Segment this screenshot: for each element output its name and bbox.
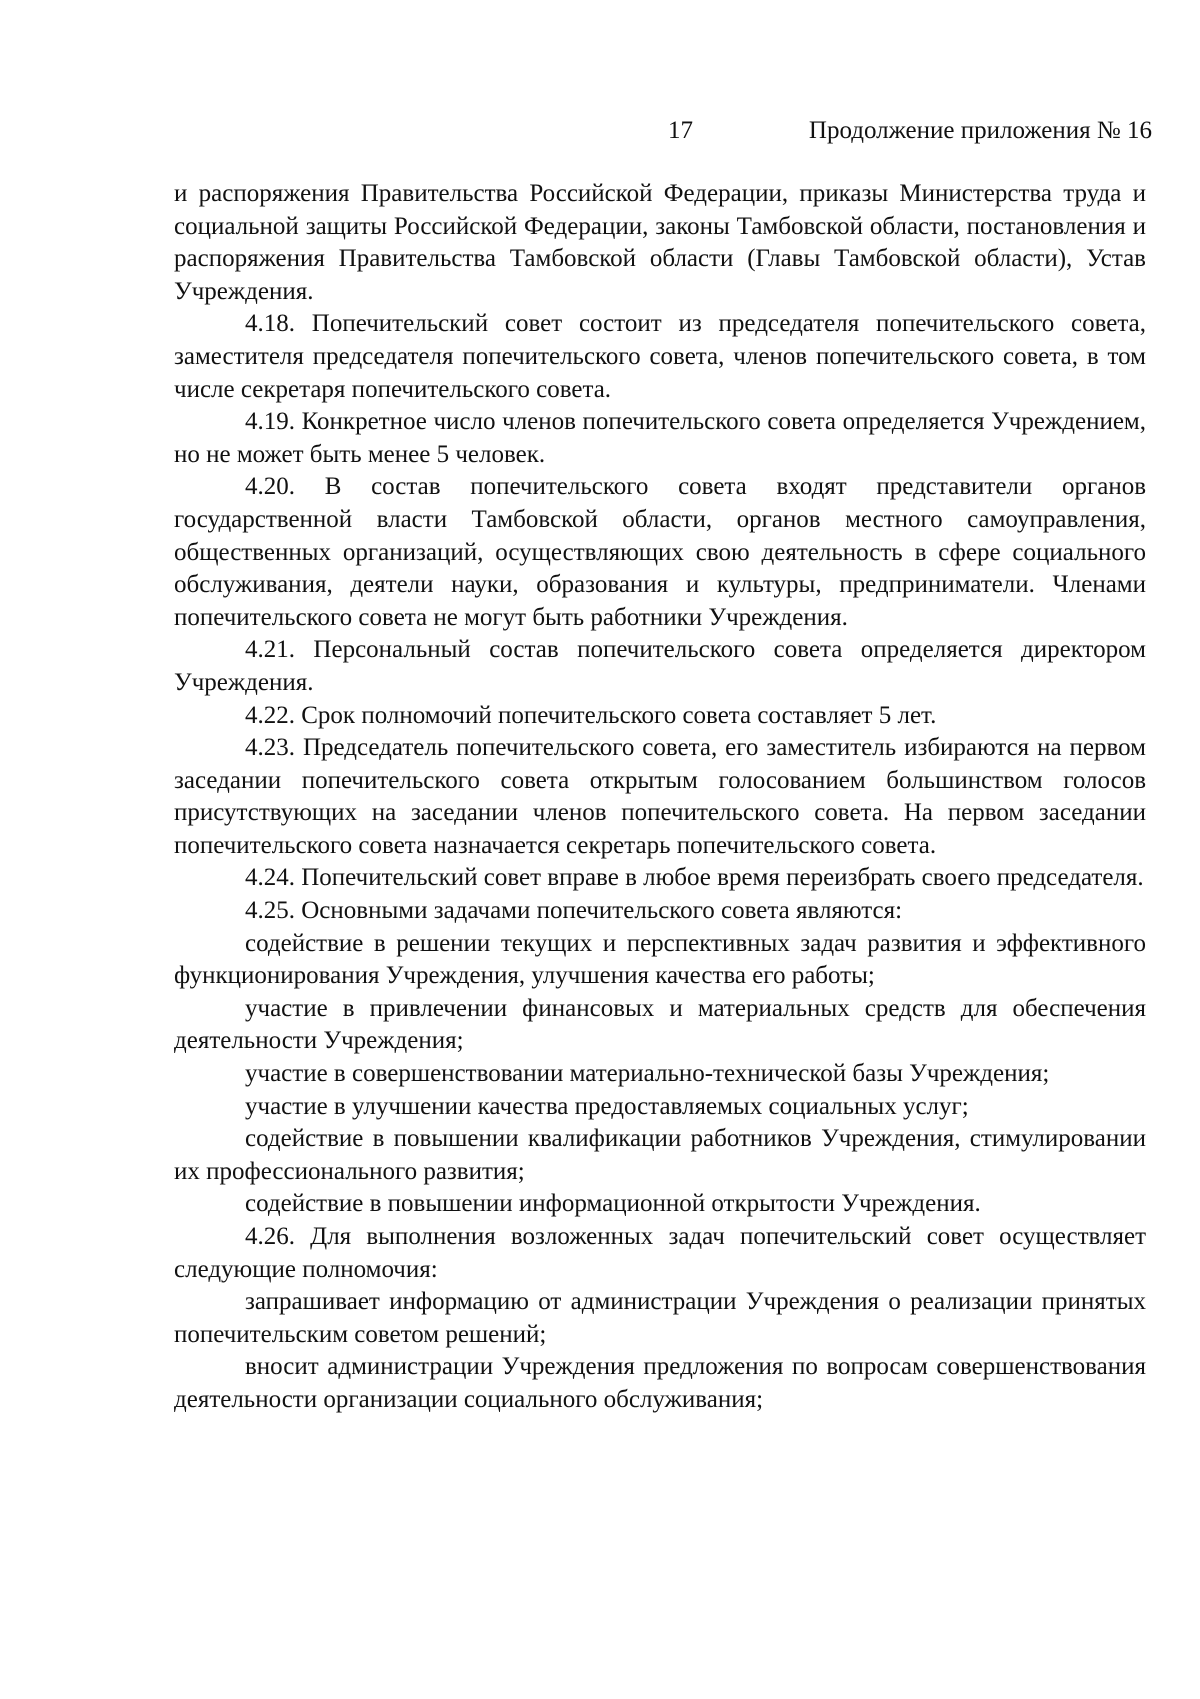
list-item: содействие в решении текущих и перспективных задач развития и эффективного функционирования Учреждения, улучшения качества его работы;	[174, 929, 1146, 990]
document-body	[174, 178, 1146, 1417]
list-item: вносит администрации Учреждения предложения по вопросам совершенствования деятельности организации социального обслуживания;	[174, 1353, 1146, 1413]
paragraph-4-22: 4.22. Срок полномочий попечительского совета составляет 5 лет.	[245, 701, 937, 729]
list-item: содействие в повышении квалификации работников Учреждения, стимулировании их профессионального развития;	[174, 1125, 1146, 1185]
list-item: участие в улучшении качества предоставляемых социальных услуг;	[245, 1092, 969, 1120]
list-item: участие в совершенствовании материально-технической базы Учреждения;	[245, 1060, 1050, 1088]
paragraph-4-19: 4.19. Конкретное число членов попечительского совета определяется Учреждением, но не может быть менее 5 человек.	[174, 408, 1146, 468]
paragraph-4-25: 4.25. Основными задачами попечительского совета являются:	[245, 897, 903, 925]
paragraph-4-18: 4.18. Попечительский совет состоит из председателя попечительского совета, заместителя председателя попечительского совета, членов попечительского совета, в том числе секретаря попечительского совета.	[174, 310, 1146, 403]
list-item: содействие в повышении информационной открытости Учреждения.	[245, 1190, 981, 1218]
paragraph-4-21: 4.21. Персональный состав попечительского совета определяется директором Учреждения.	[174, 636, 1146, 696]
paragraph-4-26: 4.26. Для выполнения возложенных задач попечительский совет осуществляет следующие полномочия:	[174, 1223, 1146, 1283]
paragraph: и распоряжения Правительства Российской Федерации, приказы Министерства труда и социальной защиты Российской Федерации, законы Тамбовской области, постановления и распоряжения Правительства Тамбовской области (Главы Тамбовской области), Устав Учреждения.	[174, 180, 1146, 305]
appendix-title: Продолжение приложения № 16	[808, 117, 1152, 144]
paragraph-4-20: 4.20. В состав попечительского совета входят представители органов государственной власти Тамбовской области, органов местного самоуправления, общественных организаций, осуществляющих свою деятельность в сфере социального обслуживания, деятели науки, образования и культуры, предприниматели. Членами попечительского совета не могут быть работники Учреждения.	[174, 473, 1146, 631]
page-number: 17	[668, 117, 693, 144]
list-item: запрашивает информацию от администрации Учреждения о реализации принятых попечительским советом решений;	[174, 1288, 1146, 1348]
paragraph-4-24: 4.24. Попечительский совет вправе в любое время переизбрать своего председателя.	[245, 864, 1144, 892]
list-item: участие в привлечении финансовых и материальных средств для обеспечения деятельности Учреждения;	[174, 994, 1146, 1055]
paragraph-4-23: 4.23. Председатель попечительского совета, его заместитель избираются на первом заседании попечительского совета открытым голосованием большинством голосов присутствующих на заседании членов попечительского совета. На первом заседании попечительского совета назначается секретарь попечительского совета.	[174, 734, 1146, 859]
page-header	[0, 114, 1200, 148]
